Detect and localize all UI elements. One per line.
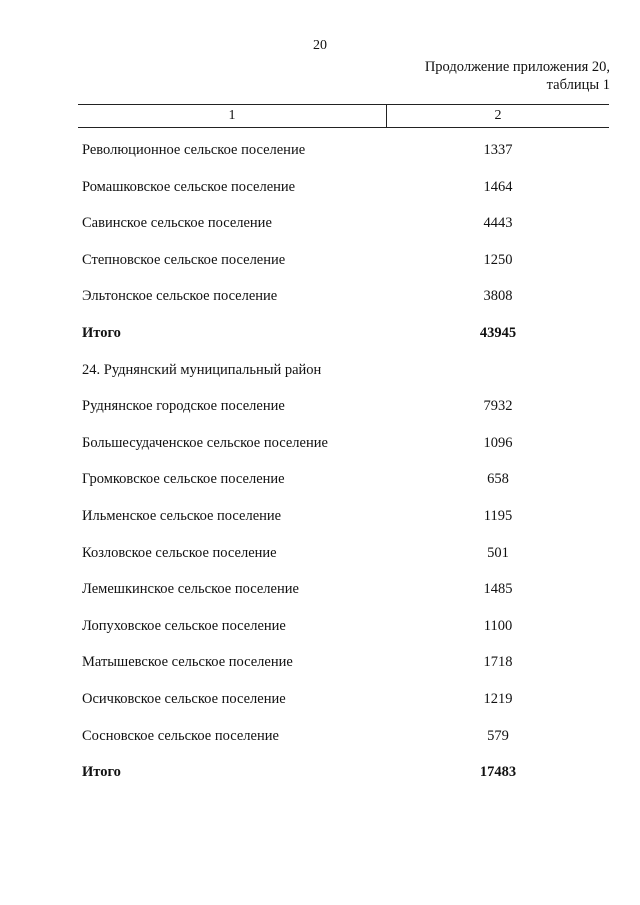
table-row	[0, 245, 640, 282]
settlement-name: Матышевское сельское поселение	[82, 654, 293, 671]
settlement-name: Лемешкинское сельское поселение	[82, 581, 299, 598]
settlement-name: Лопуховское сельское поселение	[82, 617, 286, 634]
settlement-value: 1219	[483, 690, 513, 707]
settlement-value: 1718	[483, 654, 513, 671]
settlement-value: 1250	[483, 251, 513, 268]
table-row	[0, 611, 640, 648]
settlement-value: 658	[487, 471, 509, 488]
settlement-name: Эльтонское сельское поселение	[82, 288, 278, 305]
table-row	[0, 281, 640, 318]
table-row	[0, 135, 640, 172]
section-heading-row	[0, 355, 640, 392]
settlement-name: Степновское сельское поселение	[82, 251, 286, 268]
table-row	[0, 172, 640, 209]
continuation-note	[425, 58, 610, 94]
table-top-rule	[78, 104, 609, 105]
settlement-value: 4443	[483, 215, 513, 232]
table-row	[0, 574, 640, 611]
settlement-name: Козловское сельское поселение	[82, 544, 277, 561]
table-row	[0, 501, 640, 538]
settlement-value: 1464	[483, 178, 513, 195]
total-label: Итого	[82, 764, 121, 781]
table-row	[0, 721, 640, 758]
page-number: 20	[313, 38, 327, 53]
continuation-line-2: таблицы 1	[546, 77, 610, 93]
settlement-name: Сосновское сельское поселение	[82, 727, 279, 744]
column-header-2: 2	[494, 108, 502, 123]
settlement-value: 1337	[483, 142, 513, 158]
settlement-name: Большесудаченское сельское поселение	[82, 434, 328, 451]
settlement-value: 1485	[483, 581, 513, 598]
settlement-name: Революционное сельское поселение	[82, 142, 306, 158]
table-row	[0, 538, 640, 575]
total-value: 43945	[479, 324, 517, 341]
total-label: Итого	[82, 324, 121, 341]
settlement-value: 3808	[483, 288, 513, 305]
settlement-value: 7932	[483, 398, 513, 415]
settlement-name: Ильменское сельское поселение	[82, 507, 282, 524]
total-value: 17483	[479, 764, 517, 781]
settlement-value: 1100	[483, 617, 513, 634]
table-header-rule	[78, 127, 609, 128]
total-row	[0, 318, 640, 355]
continuation-line-1: Продолжение приложения 20,	[424, 59, 610, 75]
settlement-value: 501	[487, 544, 509, 561]
column-header-1: 1	[228, 108, 236, 123]
settlement-value: 1195	[483, 507, 513, 524]
settlement-name: Осичковское сельское поселение	[82, 690, 286, 707]
table-row	[0, 647, 640, 684]
settlement-value: 1096	[483, 434, 513, 451]
table-row	[0, 428, 640, 465]
settlement-name: Ромашковское сельское поселение	[82, 178, 296, 195]
table-body	[0, 135, 640, 794]
table-row	[0, 208, 640, 245]
total-row	[0, 757, 640, 794]
table-row	[0, 391, 640, 428]
settlement-value: 579	[487, 727, 509, 744]
settlement-name: Руднянское городское поселение	[82, 398, 285, 415]
table-row	[0, 464, 640, 501]
settlement-name: Громковское сельское поселение	[82, 471, 285, 488]
settlement-name: Савинское сельское поселение	[82, 215, 272, 232]
section-heading: 24. Руднянский муниципальный район	[82, 361, 322, 378]
table-row	[0, 684, 640, 721]
